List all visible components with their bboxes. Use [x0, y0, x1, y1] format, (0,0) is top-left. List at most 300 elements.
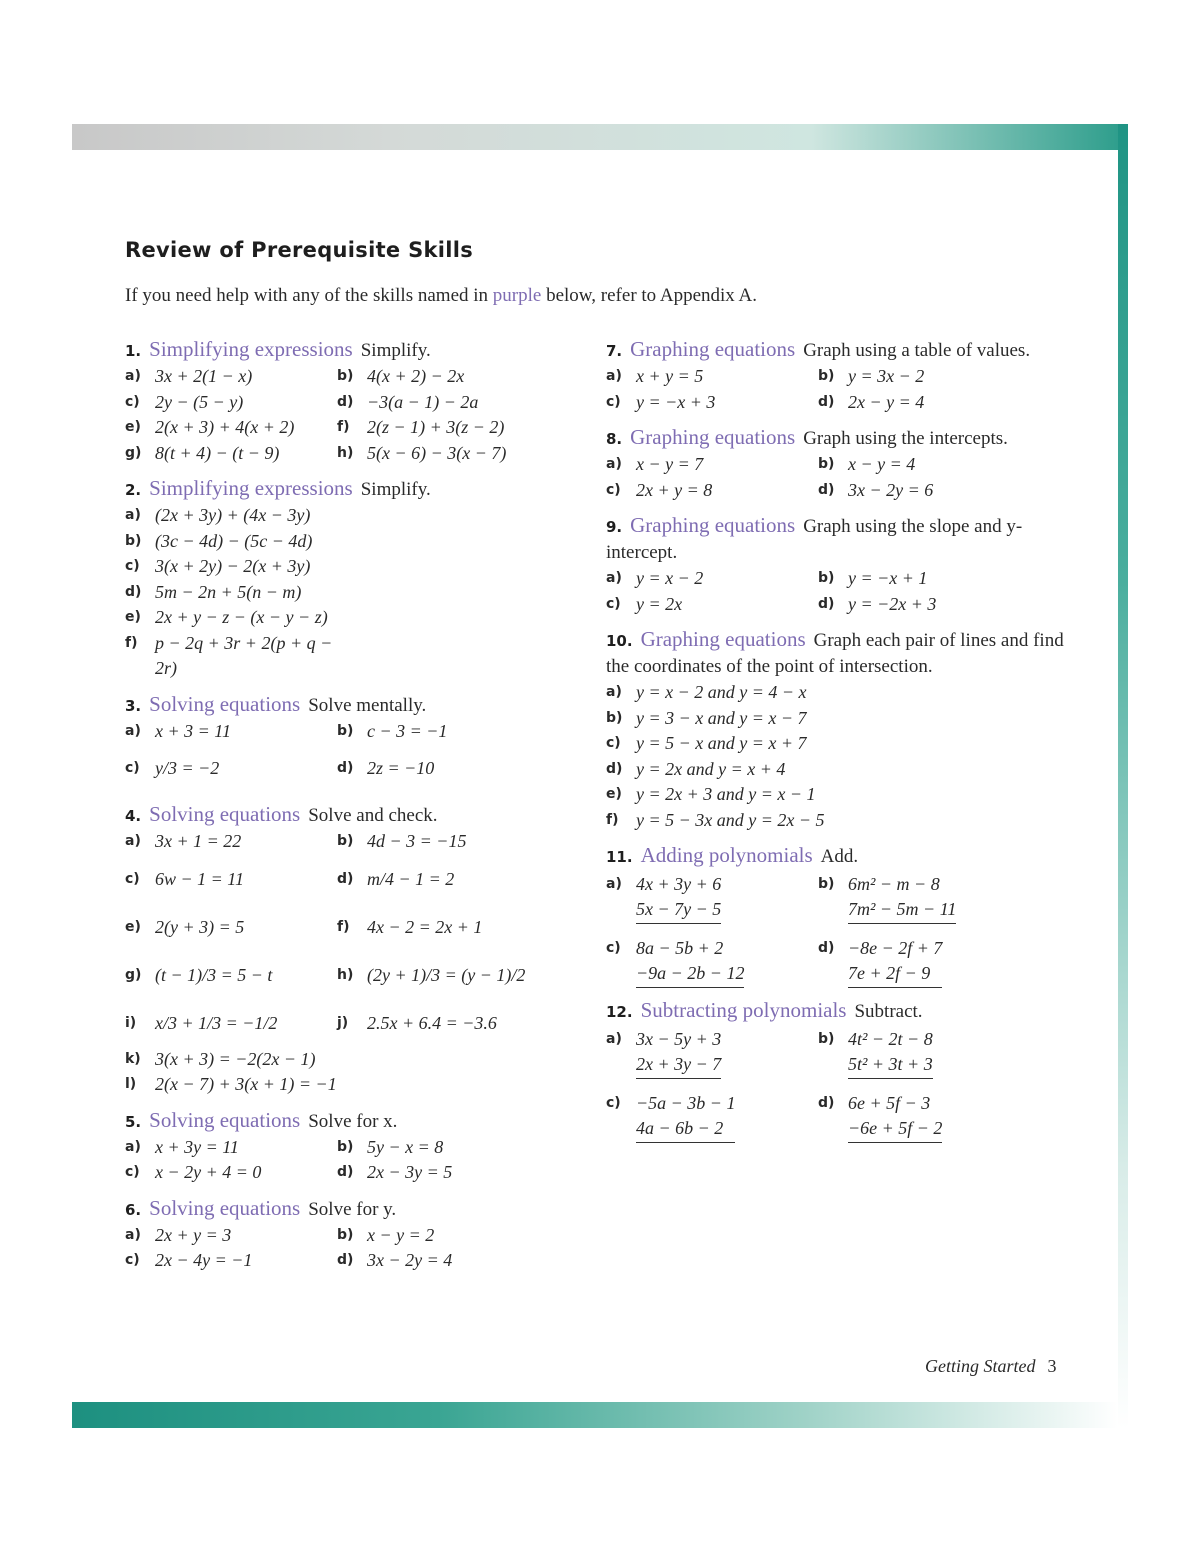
- exercise-item: [606, 872, 818, 924]
- polynomial-stack: [848, 1027, 933, 1079]
- part-label: a): [125, 722, 141, 739]
- part-label: d): [337, 1252, 354, 1268]
- exercise-row: [125, 390, 595, 416]
- math-expression: 3x − 2y = 6: [848, 479, 934, 500]
- part-label: e): [125, 609, 141, 625]
- part-label: b): [606, 709, 623, 726]
- polynomial-bottom: 5t² + 3t + 3: [848, 1052, 933, 1079]
- polynomial-top: 4t² − 2t − 8: [848, 1029, 933, 1049]
- exercise-item: [125, 1248, 337, 1274]
- math-expression: 3(x + 3) = −2(2x − 1): [155, 1048, 316, 1069]
- exercise-row: [606, 731, 1076, 757]
- exercise-number: 3.: [125, 696, 142, 715]
- part-label: c): [125, 1164, 140, 1180]
- exercise-row: [125, 855, 595, 903]
- exercise-heading: [125, 1195, 595, 1223]
- exercise-row: [606, 566, 1076, 592]
- exercise-item: [606, 808, 1056, 834]
- exercise-row: [125, 554, 595, 580]
- exercise-row: [125, 1072, 595, 1098]
- exercise-number: 5.: [125, 1112, 142, 1131]
- math-expression: 5y − x = 8: [367, 1136, 444, 1157]
- part-label: h): [337, 966, 354, 983]
- exercise-item: [337, 364, 549, 390]
- math-expression: x + 3 = 11: [155, 720, 231, 741]
- exercise-item: [125, 999, 337, 1047]
- part-label: c): [606, 1095, 621, 1111]
- exercise-row: [125, 631, 595, 682]
- part-label: d): [818, 940, 835, 956]
- exercise-row: [606, 478, 1076, 504]
- part-label: b): [818, 368, 835, 384]
- part-label: b): [818, 570, 835, 586]
- exercise-instruction: Graph using the intercepts.: [803, 428, 1008, 449]
- exercise-row: [125, 1223, 595, 1249]
- exercise-item: [125, 744, 337, 792]
- exercise-number: 1.: [125, 342, 142, 360]
- math-expression: x − y = 4: [848, 454, 916, 474]
- math-expression: 3x − 2y = 4: [367, 1250, 453, 1270]
- math-expression: 2x − 4y = −1: [155, 1250, 253, 1270]
- exercise-item: [818, 478, 1030, 504]
- math-expression: x + 3y = 11: [155, 1136, 239, 1157]
- exercise-row: [606, 1027, 1076, 1079]
- exercise-item: [337, 1160, 549, 1186]
- skill-link-label: Simplifying expressions: [149, 476, 353, 500]
- part-label: a): [125, 507, 141, 523]
- math-expression: 2(y + 3) = 5: [155, 916, 245, 937]
- exercise-item: [818, 936, 1030, 988]
- part-label: f): [606, 811, 619, 828]
- exercise-instruction: Add.: [820, 846, 859, 867]
- exercise-row: [125, 1047, 595, 1073]
- exercise-item: [818, 872, 1030, 924]
- exercise-row: [125, 415, 595, 441]
- part-label: l): [125, 1076, 137, 1092]
- math-expression: x − 2y + 4 = 0: [155, 1162, 262, 1182]
- exercise-item: [337, 1223, 549, 1249]
- exercise-item: [125, 441, 337, 467]
- polynomial-bottom: 2x + 3y − 7: [636, 1052, 721, 1079]
- part-label: e): [125, 419, 141, 435]
- left-column: [125, 336, 595, 1283]
- exercise-item: [125, 903, 337, 951]
- exercise-row: [125, 605, 595, 631]
- polynomial-top: 6e + 5f − 3: [848, 1093, 931, 1113]
- math-expression: (2x + 3y) + (4x − 3y): [155, 505, 311, 525]
- exercise-item: [125, 554, 337, 580]
- math-expression: 3x + 2(1 − x): [155, 366, 253, 386]
- part-label: k): [125, 1050, 141, 1067]
- part-label: a): [125, 368, 141, 384]
- math-expression: y/3 = −2: [155, 758, 220, 778]
- page-footer: [925, 1356, 1057, 1377]
- exercise-row: [606, 1091, 1076, 1143]
- part-label: d): [818, 595, 835, 612]
- exercise-item: [125, 415, 337, 441]
- part-label: g): [125, 966, 142, 983]
- exercise-row: [606, 706, 1076, 732]
- math-expression: 5m − 2n + 5(n − m): [155, 581, 302, 602]
- polynomial-stack: [636, 1091, 735, 1143]
- part-label: f): [337, 918, 350, 935]
- math-expression: x − y = 2: [367, 1224, 435, 1245]
- part-label: c): [606, 393, 621, 410]
- exercise-item: [606, 1091, 818, 1143]
- math-expression: y = x − 2: [636, 568, 704, 588]
- polynomial-stack: [636, 1027, 721, 1079]
- exercise-item: [606, 592, 818, 618]
- bottom-footer-bar: [72, 1402, 1118, 1428]
- exercise-item: [125, 1047, 575, 1073]
- exercise-item: [125, 364, 337, 390]
- exercise-item: [125, 529, 337, 555]
- math-expression: y = 3x − 2: [848, 366, 925, 386]
- math-expression: y = 2x: [636, 593, 683, 614]
- part-label: d): [337, 1164, 354, 1180]
- exercise-item: [606, 731, 1056, 757]
- polynomial-top: −8e − 2f + 7: [848, 938, 943, 958]
- math-expression: 2z = −10: [367, 758, 435, 778]
- exercise-section: [125, 475, 595, 682]
- math-expression: y = −2x + 3: [848, 593, 937, 614]
- part-label: a): [125, 833, 141, 849]
- part-label: c): [125, 760, 140, 776]
- part-label: h): [337, 444, 354, 461]
- exercise-row: [606, 390, 1076, 416]
- exercise-item: [125, 503, 337, 529]
- part-label: a): [606, 570, 622, 586]
- exercise-item: [125, 1223, 337, 1249]
- exercise-item: [337, 903, 549, 951]
- math-expression: 2x − y = 4: [848, 391, 925, 412]
- exercise-instruction: Subtract.: [854, 1001, 923, 1022]
- part-label: e): [606, 786, 622, 802]
- exercise-row: [606, 782, 1076, 808]
- part-label: b): [818, 456, 835, 472]
- exercise-instruction: Simplify.: [360, 479, 431, 500]
- polynomial-bottom: 7e + 2f − 9: [848, 961, 942, 988]
- math-expression: 3(x + 2y) − 2(x + 3y): [155, 556, 311, 576]
- exercise-row: [606, 592, 1076, 618]
- math-expression: 3x + 1 = 22: [155, 831, 242, 851]
- math-expression: c − 3 = −1: [367, 720, 448, 741]
- math-expression: 2x + y = 8: [636, 479, 713, 500]
- exercise-item: [606, 706, 1056, 732]
- exercise-row: [125, 1160, 595, 1186]
- top-header-bar: [72, 124, 1128, 150]
- exercise-item: [125, 1135, 337, 1161]
- part-label: d): [337, 760, 354, 776]
- exercise-item: [818, 1091, 1030, 1143]
- math-expression: (2y + 1)/3 = (y − 1)/2: [367, 964, 526, 985]
- exercise-section: [125, 336, 595, 466]
- math-expression: 2(x − 7) + 3(x + 1) = −1: [155, 1074, 337, 1094]
- math-expression: y = 2x and y = x + 4: [636, 758, 786, 779]
- polynomial-top: 3x − 5y + 3: [636, 1029, 722, 1049]
- exercise-row: [125, 503, 595, 529]
- part-label: f): [125, 634, 138, 651]
- exercise-item: [125, 390, 337, 416]
- math-expression: (3c − 4d) − (5c − 4d): [155, 530, 313, 551]
- exercise-row: [125, 1135, 595, 1161]
- exercise-instruction: Solve mentally.: [308, 694, 427, 716]
- exercise-row: [125, 951, 595, 999]
- skill-link-label: Solving equations: [149, 802, 301, 826]
- exercise-row: [125, 441, 595, 467]
- part-label: d): [606, 760, 623, 777]
- exercise-item: [337, 744, 549, 792]
- part-label: c): [606, 940, 621, 956]
- math-expression: x + y = 5: [636, 366, 704, 386]
- exercise-item: [606, 452, 818, 478]
- part-label: b): [337, 1138, 354, 1155]
- skill-link-label: Solving equations: [149, 1195, 301, 1220]
- part-label: c): [125, 1252, 140, 1268]
- part-label: f): [337, 419, 350, 435]
- polynomial-top: 8a − 5b + 2: [636, 938, 724, 958]
- polynomial-stack: [848, 936, 942, 988]
- part-label: d): [125, 583, 142, 600]
- exercise-item: [818, 364, 1030, 390]
- exercise-item: [337, 1135, 549, 1161]
- skill-link-label: Adding polynomials: [640, 843, 813, 867]
- math-expression: y = 2x + 3 and y = x − 1: [636, 784, 816, 804]
- exercise-row: [606, 936, 1076, 988]
- exercise-heading: [606, 997, 1076, 1025]
- math-expression: y = 3 − x and y = x − 7: [636, 707, 807, 728]
- intro-text-after: below, refer to Appendix A.: [541, 285, 757, 306]
- part-label: c): [606, 481, 621, 498]
- exercise-item: [125, 631, 337, 682]
- page-title: Review of Prerequisite Skills: [125, 238, 474, 262]
- exercise-section: [606, 336, 1076, 415]
- part-label: a): [606, 876, 622, 892]
- part-label: a): [606, 684, 622, 700]
- exercise-item: [606, 390, 818, 416]
- math-expression: 6w − 1 = 11: [155, 868, 244, 889]
- exercise-instruction: Solve for y.: [308, 1198, 397, 1220]
- part-label: b): [818, 876, 835, 892]
- exercise-row: [125, 1248, 595, 1274]
- exercise-item: [818, 1027, 1030, 1079]
- exercise-item: [606, 1027, 818, 1079]
- part-label: d): [337, 870, 354, 887]
- part-label: c): [606, 735, 621, 751]
- exercise-section: [606, 626, 1076, 833]
- exercise-row: [125, 529, 595, 555]
- part-label: a): [606, 1031, 622, 1047]
- exercise-row: [125, 580, 595, 606]
- exercise-section: [606, 997, 1076, 1143]
- exercise-instruction: Graph each pair of lines and find the coordinates of the point of intersection.: [606, 630, 1064, 677]
- part-label: c): [125, 558, 140, 574]
- polynomial-bottom: 4a − 6b − 2: [636, 1116, 735, 1143]
- part-label: c): [606, 595, 621, 612]
- exercise-section: [125, 801, 595, 1098]
- polynomial-stack: [848, 1091, 942, 1143]
- footer-label: Getting Started: [925, 1356, 1036, 1376]
- exercise-item: [606, 936, 818, 988]
- part-label: j): [337, 1014, 349, 1031]
- exercise-section: [125, 691, 595, 793]
- math-expression: y = 5 − 3x and y = 2x − 5: [636, 809, 825, 830]
- exercise-number: 6.: [125, 1200, 142, 1219]
- exercise-number: 4.: [125, 807, 142, 825]
- exercise-item: [818, 390, 1030, 416]
- exercise-section: [606, 512, 1076, 617]
- exercise-heading: [125, 1107, 595, 1135]
- exercise-item: [125, 719, 337, 745]
- intro-text-before: If you need help with any of the skills named in: [125, 285, 493, 306]
- exercise-item: [125, 829, 337, 855]
- exercise-number: 11.: [606, 848, 633, 866]
- exercise-item: [337, 855, 549, 903]
- exercise-item: [125, 951, 337, 999]
- math-expression: 4x − 2 = 2x + 1: [367, 916, 483, 937]
- exercise-item: [337, 999, 549, 1047]
- exercise-item: [606, 680, 1056, 706]
- math-expression: 2x + y − z − (x − y − z): [155, 607, 328, 627]
- part-label: e): [125, 918, 141, 935]
- skill-link-label: Graphing equations: [630, 513, 796, 537]
- polynomial-bottom: −6e + 5f − 2: [848, 1116, 942, 1143]
- intro-purple-word: purple: [492, 285, 542, 306]
- exercise-row: [606, 680, 1076, 706]
- exercise-row: [606, 757, 1076, 783]
- exercise-item: [125, 605, 337, 631]
- exercise-heading: [606, 424, 1076, 452]
- math-expression: y = −x + 3: [636, 391, 716, 412]
- part-label: b): [818, 1031, 835, 1047]
- exercise-row: [606, 452, 1076, 478]
- math-expression: 2x + y = 3: [155, 1224, 232, 1245]
- exercise-item: [337, 441, 549, 467]
- math-expression: y = 5 − x and y = x + 7: [636, 733, 807, 753]
- polynomial-stack: [636, 872, 721, 924]
- part-label: a): [125, 1226, 141, 1243]
- exercise-item: [606, 364, 818, 390]
- part-label: d): [818, 1095, 835, 1111]
- exercise-number: 2.: [125, 481, 142, 499]
- part-label: b): [337, 833, 354, 849]
- exercise-instruction: Graph using a table of values.: [803, 340, 1031, 361]
- exercise-item: [818, 592, 1030, 618]
- exercise-number: 10.: [606, 632, 633, 650]
- polynomial-bottom: 5x − 7y − 5: [636, 897, 721, 924]
- skill-link-label: Subtracting polynomials: [640, 998, 847, 1022]
- math-expression: (t − 1)/3 = 5 − t: [155, 964, 273, 985]
- math-expression: 2(z − 1) + 3(z − 2): [367, 417, 505, 437]
- exercise-heading: [606, 512, 1076, 566]
- skill-link-label: Graphing equations: [630, 425, 796, 449]
- part-label: b): [125, 532, 142, 549]
- exercise-instruction: Solve for x.: [308, 1110, 398, 1132]
- exercise-instruction: Solve and check.: [308, 805, 438, 826]
- polynomial-bottom: −9a − 2b − 12: [636, 961, 744, 988]
- exercise-heading: [606, 842, 1076, 870]
- skill-link-label: Graphing equations: [640, 627, 806, 651]
- exercise-heading: [125, 475, 595, 503]
- exercise-instruction: Graph using the slope and y-intercept.: [606, 516, 1023, 563]
- polynomial-top: −5a − 3b − 1: [636, 1093, 736, 1113]
- exercise-heading: [125, 336, 595, 364]
- part-label: a): [606, 368, 622, 384]
- exercise-row: [125, 719, 595, 745]
- exercise-row: [125, 999, 595, 1047]
- exercise-heading: [125, 801, 595, 829]
- part-label: a): [606, 456, 622, 472]
- math-expression: −3(a − 1) − 2a: [367, 391, 479, 412]
- exercise-item: [606, 566, 818, 592]
- exercise-item: [125, 580, 337, 606]
- exercise-item: [606, 782, 1056, 808]
- skill-link-label: Solving equations: [149, 1107, 301, 1132]
- part-label: b): [337, 722, 354, 739]
- exercise-item: [337, 415, 549, 441]
- exercise-row: [606, 808, 1076, 834]
- exercise-section: [606, 424, 1076, 503]
- part-label: c): [125, 870, 140, 887]
- polynomial-top: 6m² − m − 8: [848, 874, 940, 894]
- polynomial-bottom: 7m² − 5m − 11: [848, 897, 956, 924]
- exercise-item: [337, 951, 549, 999]
- exercise-section: [125, 1107, 595, 1186]
- polynomial-stack: [848, 872, 956, 924]
- exercise-row: [125, 364, 595, 390]
- exercise-item: [606, 757, 1056, 783]
- exercise-item: [606, 478, 818, 504]
- part-label: i): [125, 1014, 137, 1031]
- math-expression: x/3 + 1/3 = −1/2: [155, 1012, 278, 1033]
- math-expression: m/4 − 1 = 2: [367, 868, 455, 889]
- part-label: d): [818, 481, 835, 498]
- math-expression: 5(x − 6) − 3(x − 7): [367, 442, 507, 463]
- exercise-row: [125, 829, 595, 855]
- part-label: b): [337, 1226, 354, 1243]
- exercise-number: 8.: [606, 430, 623, 448]
- math-expression: 2(x + 3) + 4(x + 2): [155, 417, 295, 437]
- page-number: 3: [1047, 1356, 1057, 1376]
- polynomial-stack: [636, 936, 744, 988]
- math-expression: p − 2q + 3r + 2(p + q − 2r): [155, 632, 333, 678]
- part-label: b): [337, 368, 354, 384]
- exercise-item: [125, 1160, 337, 1186]
- exercise-item: [818, 452, 1030, 478]
- skill-link-label: Graphing equations: [630, 337, 796, 361]
- exercise-section: [125, 1195, 595, 1274]
- intro-text: [125, 285, 757, 307]
- exercise-item: [818, 566, 1030, 592]
- part-label: c): [125, 393, 140, 410]
- math-expression: x − y = 7: [636, 454, 704, 474]
- exercise-item: [337, 829, 549, 855]
- part-label: g): [125, 444, 142, 461]
- part-label: a): [125, 1138, 141, 1155]
- part-label: d): [818, 393, 835, 410]
- math-expression: 4(x + 2) − 2x: [367, 366, 465, 386]
- skill-link-label: Solving equations: [149, 691, 301, 716]
- exercise-row: [606, 872, 1076, 924]
- exercise-heading: [606, 336, 1076, 364]
- math-expression: 2x − 3y = 5: [367, 1162, 453, 1182]
- exercise-row: [606, 364, 1076, 390]
- exercise-instruction: Simplify.: [360, 340, 431, 361]
- exercise-number: 7.: [606, 342, 623, 360]
- exercise-item: [337, 1248, 549, 1274]
- exercise-row: [125, 903, 595, 951]
- exercise-heading: [606, 626, 1076, 680]
